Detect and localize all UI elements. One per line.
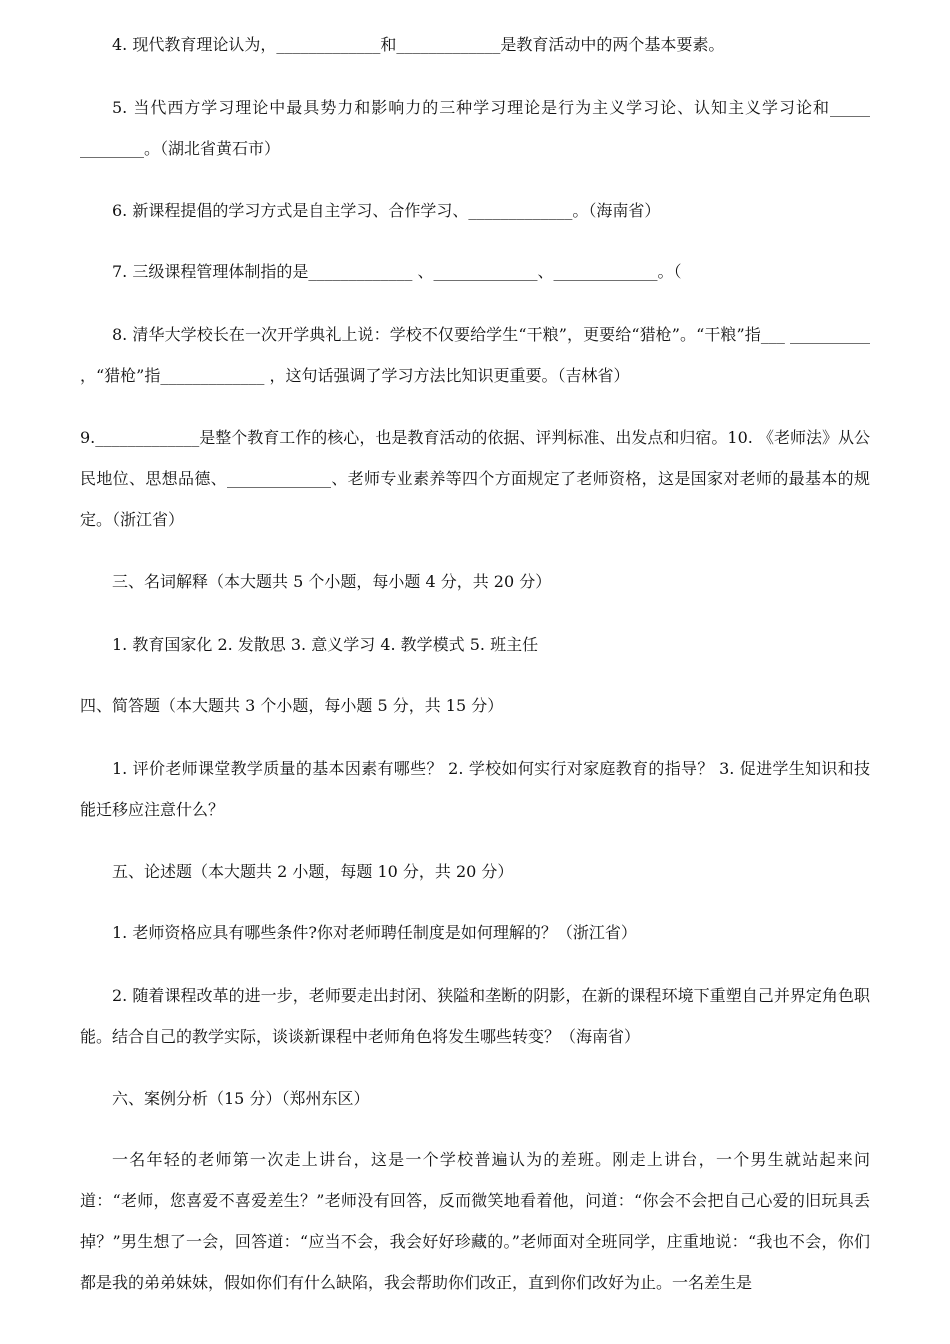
fill-blank-question-9-10: 9._____________是整个教育工作的核心，也是教育活动的依据、评判标准、出发点和归宿。10. 《老师法》从公民地位、思想品德、_____________、老师专业素养等四个方面规定了老师资格，这是国家对老师的最基本的规定。（浙江省） bbox=[80, 428, 870, 529]
section-3-heading: 三、名词解释（本大题共 5 个小题，每小题 4 分，共 20 分） bbox=[112, 572, 552, 591]
section-6-heading: 六、案例分析（15 分）（郑州东区） bbox=[112, 1089, 370, 1108]
fill-blank-question-5: 5. 当代西方学习理论中最具势力和影响力的三种学习理论是行为主义学习论、认知主义学习论和_____ ________。（湖北省黄石市） bbox=[80, 98, 870, 158]
section-5-question-1: 1. 老师资格应具有哪些条件?你对老师聘任制度是如何理解的？（浙江省） bbox=[112, 923, 637, 942]
fill-blank-question-6: 6. 新课程提倡的学习方式是自主学习、合作学习、_____________。（海南省） bbox=[112, 201, 661, 220]
section-4-questions: 1. 评价老师课堂教学质量的基本因素有哪些？ 2. 学校如何实行对家庭教育的指导？ 3. 促进学生知识和技能迁移应注意什么？ bbox=[80, 759, 870, 819]
section-6-case-text: 一名年轻的老师第一次走上讲台，这是一个学校普遍认为的差班。刚走上讲台，一个男生就站起来问道：“老师，您喜爱不喜爱差生？”老师没有回答，反而微笑地看着他，问道：“你会不会把自己心爱的旧玩具丢掉？”男生想了一会，回答道：“应当不会，我会好好珍藏的。”老师面对全班同学，庄重地说：“我也不会，你们都是我的弟弟妹妹，假如你们有什么缺陷，我会帮助你们改正，直到你们改好为止。一名差生是 bbox=[80, 1150, 870, 1292]
section-5-question-2: 2. 随着课程改革的进一步，老师要走出封闭、狭隘和垄断的阴影，在新的课程环境下重塑自己并界定角色职能。结合自己的教学实际，谈谈新课程中老师角色将发生哪些转变？（海南省） bbox=[80, 986, 870, 1046]
section-5-heading: 五、论述题（本大题共 2 小题，每题 10 分，共 20 分） bbox=[112, 862, 514, 881]
section-3-terms: 1. 教育国家化 2. 发散思 3. 意义学习 4. 教学模式 5. 班主任 bbox=[112, 635, 539, 654]
section-4-heading: 四、简答题（本大题共 3 个小题，每小题 5 分，共 15 分） bbox=[80, 696, 504, 715]
fill-blank-question-8: 8. 清华大学校长在一次开学典礼上说：学校不仅要给学生“干粮”，更要给“猎枪”。“干粮”指___ __________ ，“猎枪”指_____________ ，这句话强调了学习方法比知识更重要。（吉林省） bbox=[80, 325, 870, 385]
fill-blank-question-7: 7. 三级课程管理体制指的是_____________ 、_____________、_____________。（ bbox=[112, 262, 682, 281]
fill-blank-question-4: 4. 现代教育理论认为，_____________和_____________是教育活动中的两个基本要素。 bbox=[112, 35, 725, 54]
